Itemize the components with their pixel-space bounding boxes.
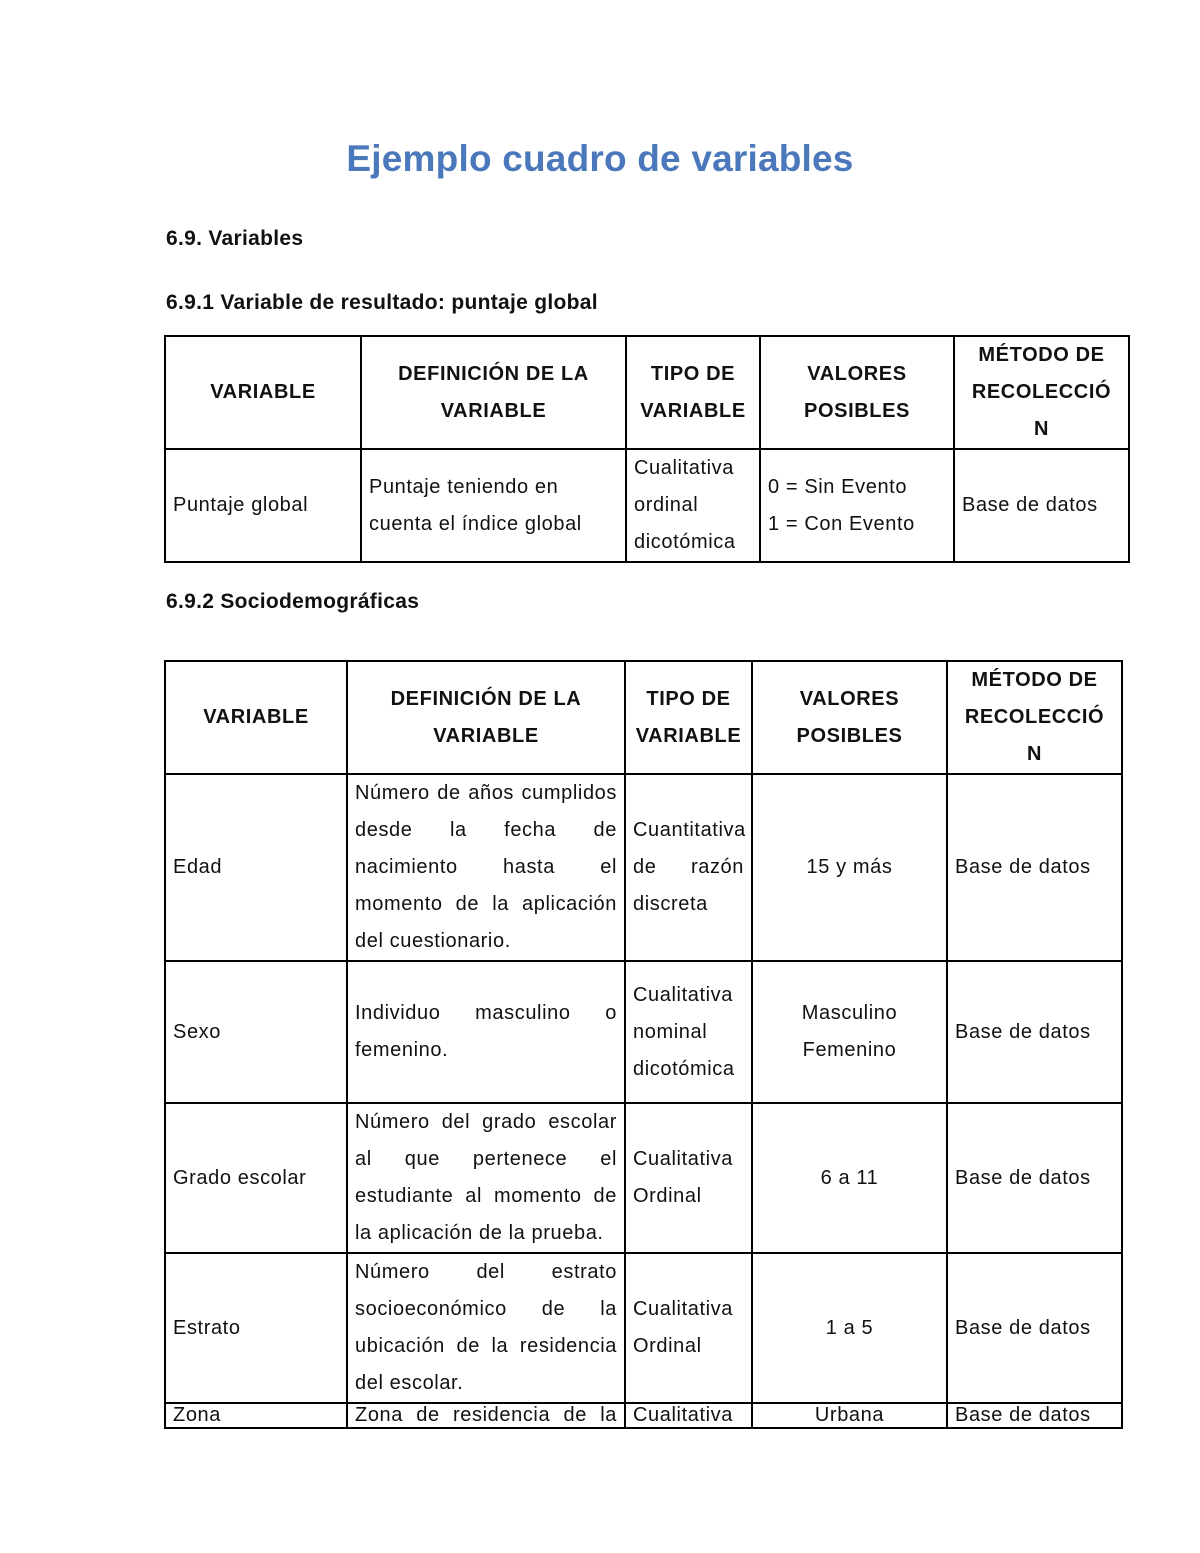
- header-tipo: TIPO DE VARIABLE: [625, 661, 752, 774]
- section-heading-sociodemograficas: 6.9.2 Sociodemográficas: [166, 590, 420, 613]
- header-tipo: TIPO DE VARIABLE: [626, 336, 760, 449]
- table-row: [165, 1103, 1122, 1253]
- cell-definicion: Zona de residencia de la: [347, 1403, 625, 1428]
- cell-valores: 1 a 5: [752, 1253, 947, 1403]
- section-heading-resultado: 6.9.1 Variable de resultado: puntaje global: [166, 291, 598, 314]
- cell-variable: Zona: [165, 1403, 347, 1428]
- cell-valores: 0 = Sin Evento 1 = Con Evento: [760, 449, 954, 562]
- cell-definicion: Número de años cumplidos desde la fecha de nacimiento hasta el momento de la aplicación del cuestionario.: [347, 774, 625, 961]
- cell-metodo: Base de datos: [947, 1403, 1122, 1428]
- cell-tipo: Cualitativa nominal dicotómica: [625, 961, 752, 1103]
- cell-metodo: Base de datos: [954, 449, 1129, 562]
- cell-definicion: Individuo masculino o femenino.: [347, 961, 625, 1103]
- cell-variable: Grado escolar: [165, 1103, 347, 1253]
- cell-variable: Sexo: [165, 961, 347, 1103]
- cell-tipo: Cuantitativa de razón discreta: [625, 774, 752, 961]
- header-metodo: MÉTODO DE RECOLECCIÓ N: [947, 661, 1122, 774]
- cell-tipo: Cualitativa Ordinal: [625, 1253, 752, 1403]
- table-row: [165, 774, 1122, 961]
- cell-tipo: Cualitativa ordinal dicotómica: [626, 449, 760, 562]
- cell-variable: Estrato: [165, 1253, 347, 1403]
- cell-valores: 15 y más: [752, 774, 947, 961]
- header-metodo: MÉTODO DE RECOLECCIÓ N: [954, 336, 1129, 449]
- cell-definicion: Número del grado escolar al que pertenece el estudiante al momento de la aplicación de la prueba.: [347, 1103, 625, 1253]
- cell-metodo: Base de datos: [947, 961, 1122, 1103]
- table-header-row: [165, 336, 1129, 449]
- header-definicion: DEFINICIÓN DE LA VARIABLE: [361, 336, 626, 449]
- section-heading-variables: 6.9. Variables: [166, 227, 304, 250]
- cell-valores: 6 a 11: [752, 1103, 947, 1253]
- cell-variable: Puntaje global: [165, 449, 361, 562]
- cell-definicion: Número del estrato socioeconómico de la ubicación de la residencia del escolar.: [347, 1253, 625, 1403]
- cell-metodo: Base de datos: [947, 774, 1122, 961]
- header-definicion: DEFINICIÓN DE LA VARIABLE: [347, 661, 625, 774]
- cell-tipo: Cualitativa Ordinal: [625, 1103, 752, 1253]
- cell-variable: Edad: [165, 774, 347, 961]
- table-row: [165, 449, 1129, 562]
- header-valores: VALORES POSIBLES: [752, 661, 947, 774]
- table-header-row: [165, 661, 1122, 774]
- cell-metodo: Base de datos: [947, 1253, 1122, 1403]
- cell-definicion: Puntaje teniendo en cuenta el índice global: [361, 449, 626, 562]
- table-row: [165, 1253, 1122, 1403]
- table-row: [165, 1403, 1122, 1428]
- header-valores: VALORES POSIBLES: [760, 336, 954, 449]
- cell-valores: Urbana: [752, 1403, 947, 1428]
- table-row: [165, 961, 1122, 1103]
- cell-valores: Masculino Femenino: [752, 961, 947, 1103]
- cell-tipo: Cualitativa: [625, 1403, 752, 1428]
- header-variable: VARIABLE: [165, 661, 347, 774]
- sociodemographic-table: [164, 660, 1123, 1429]
- outcome-variable-table: [164, 335, 1130, 563]
- cell-metodo: Base de datos: [947, 1103, 1122, 1253]
- document-title: Ejemplo cuadro de variables: [346, 138, 854, 179]
- header-variable: VARIABLE: [165, 336, 361, 449]
